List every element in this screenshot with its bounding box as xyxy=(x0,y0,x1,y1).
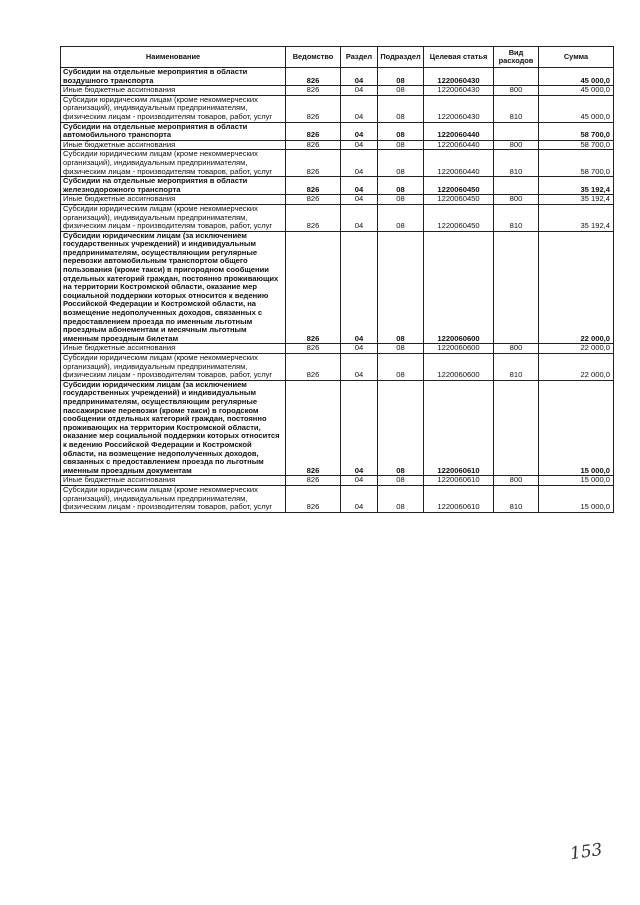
cell-type: 800 xyxy=(494,476,539,486)
cell-subsection: 08 xyxy=(378,140,424,150)
header-type: Вид расходов xyxy=(494,47,539,68)
cell-target: 1220060440 xyxy=(424,122,494,140)
cell-type: 810 xyxy=(494,150,539,177)
cell-target: 1220060440 xyxy=(424,140,494,150)
table-row xyxy=(61,86,614,96)
cell-name: Субсидии юридическим лицам (за исключением государственных учреждений) и индивидуальным предпринимателям, осуществляющим регулярные пассажирские перевозки (кроме такси) в городском сообщении отдельных категорий граждан, постоянно проживающих на территории Костромской области, оказание мер социальной поддержки которых относится к ведению Российской Федерации и Костромской области, на возмещение недополученных доходов, связанных с предоставлением проезда по льготным именным проездным документам xyxy=(61,380,286,476)
cell-target: 1220060430 xyxy=(424,95,494,122)
cell-section: 04 xyxy=(341,122,378,140)
cell-subsection: 08 xyxy=(378,476,424,486)
cell-target: 1220060610 xyxy=(424,476,494,486)
cell-target: 1220060600 xyxy=(424,354,494,381)
cell-type xyxy=(494,380,539,476)
cell-target: 1220060610 xyxy=(424,380,494,476)
cell-target: 1220060450 xyxy=(424,195,494,205)
cell-dept: 826 xyxy=(286,195,341,205)
cell-name: Субсидии юридическим лицам (кроме некоммерческих организаций), индивидуальным предпринимателям, физическим лицам - производителям товаров, работ, услуг xyxy=(61,354,286,381)
cell-name: Субсидии юридическим лицам (кроме некоммерческих организаций), индивидуальным предпринимателям, физическим лицам - производителям товаров, работ, услуг xyxy=(61,150,286,177)
table-row xyxy=(61,68,614,86)
cell-subsection: 08 xyxy=(378,95,424,122)
table-row xyxy=(61,150,614,177)
cell-name: Субсидии юридическим лицам (кроме некоммерческих организаций), индивидуальным предпринимателям, физическим лицам - производителям товаров, работ, услуг xyxy=(61,204,286,231)
table-row xyxy=(61,485,614,512)
header-dept: Ведомство xyxy=(286,47,341,68)
header-amount: Сумма xyxy=(539,47,614,68)
cell-section: 04 xyxy=(341,354,378,381)
cell-dept: 826 xyxy=(286,122,341,140)
cell-section: 04 xyxy=(341,380,378,476)
cell-type: 810 xyxy=(494,485,539,512)
cell-type: 800 xyxy=(494,195,539,205)
header-name: Наименование xyxy=(61,47,286,68)
table-row xyxy=(61,122,614,140)
header-subsection: Подраздел xyxy=(378,47,424,68)
cell-subsection: 08 xyxy=(378,150,424,177)
cell-dept: 826 xyxy=(286,231,341,344)
cell-type: 810 xyxy=(494,204,539,231)
cell-target: 1220060440 xyxy=(424,150,494,177)
cell-section: 04 xyxy=(341,140,378,150)
cell-dept: 826 xyxy=(286,476,341,486)
cell-amount: 35 192,4 xyxy=(539,204,614,231)
cell-section: 04 xyxy=(341,86,378,96)
cell-target: 1220060430 xyxy=(424,86,494,96)
cell-type xyxy=(494,68,539,86)
cell-section: 04 xyxy=(341,177,378,195)
cell-subsection: 08 xyxy=(378,344,424,354)
cell-target: 1220060430 xyxy=(424,68,494,86)
cell-amount: 45 000,0 xyxy=(539,95,614,122)
cell-section: 04 xyxy=(341,204,378,231)
cell-amount: 35 192,4 xyxy=(539,177,614,195)
cell-subsection: 08 xyxy=(378,204,424,231)
cell-type: 800 xyxy=(494,344,539,354)
cell-target: 1220060450 xyxy=(424,204,494,231)
table-row xyxy=(61,204,614,231)
cell-subsection: 08 xyxy=(378,68,424,86)
cell-dept: 826 xyxy=(286,485,341,512)
cell-section: 04 xyxy=(341,485,378,512)
cell-section: 04 xyxy=(341,195,378,205)
cell-subsection: 08 xyxy=(378,380,424,476)
table-row xyxy=(61,231,614,344)
cell-dept: 826 xyxy=(286,95,341,122)
cell-name: Иные бюджетные ассигнования xyxy=(61,195,286,205)
cell-name: Иные бюджетные ассигнования xyxy=(61,476,286,486)
cell-amount: 22 000,0 xyxy=(539,344,614,354)
cell-section: 04 xyxy=(341,68,378,86)
cell-name: Субсидии на отдельные мероприятия в области железнодорожного транспорта xyxy=(61,177,286,195)
cell-dept: 826 xyxy=(286,380,341,476)
table-row xyxy=(61,140,614,150)
cell-type: 800 xyxy=(494,86,539,96)
cell-amount: 15 000,0 xyxy=(539,485,614,512)
cell-name: Субсидии юридическим лицам (кроме некоммерческих организаций), индивидуальным предпринимателям, физическим лицам - производителям товаров, работ, услуг xyxy=(61,95,286,122)
cell-name: Субсидии юридическим лицам (за исключением государственных учреждений) и индивидуальным предпринимателям, осуществляющим регулярные перевозки автомобильным транспортом общего пользования (кроме такси) в пригородном сообщении отдельных категорий граждан, постоянно проживающих на территории Костромской области, оказание мер социальной поддержки которых относится к ведению Российской Федерации и Костромской области, на возмещение недополученных доходов, связанных с предоставлением проезда по именным льготным проездным абонементам и месячным льготным именным проездным билетам xyxy=(61,231,286,344)
cell-amount: 15 000,0 xyxy=(539,476,614,486)
cell-type xyxy=(494,122,539,140)
cell-name: Иные бюджетные ассигнования xyxy=(61,86,286,96)
cell-dept: 826 xyxy=(286,177,341,195)
cell-type xyxy=(494,177,539,195)
cell-amount: 58 700,0 xyxy=(539,140,614,150)
cell-amount: 15 000,0 xyxy=(539,380,614,476)
cell-dept: 826 xyxy=(286,86,341,96)
cell-type: 810 xyxy=(494,354,539,381)
header-row xyxy=(61,47,614,68)
cell-subsection: 08 xyxy=(378,231,424,344)
cell-subsection: 08 xyxy=(378,177,424,195)
table-row xyxy=(61,95,614,122)
table-row xyxy=(61,177,614,195)
cell-subsection: 08 xyxy=(378,195,424,205)
cell-type: 800 xyxy=(494,140,539,150)
cell-name: Субсидии на отдельные мероприятия в области воздушного транспорта xyxy=(61,68,286,86)
cell-subsection: 08 xyxy=(378,122,424,140)
cell-amount: 58 700,0 xyxy=(539,150,614,177)
cell-section: 04 xyxy=(341,231,378,344)
cell-dept: 826 xyxy=(286,150,341,177)
cell-section: 04 xyxy=(341,95,378,122)
cell-section: 04 xyxy=(341,344,378,354)
header-target: Целевая статья xyxy=(424,47,494,68)
cell-subsection: 08 xyxy=(378,86,424,96)
cell-dept: 826 xyxy=(286,204,341,231)
cell-amount: 35 192,4 xyxy=(539,195,614,205)
page-number: 153 xyxy=(568,839,604,865)
cell-section: 04 xyxy=(341,476,378,486)
cell-dept: 826 xyxy=(286,68,341,86)
cell-type: 810 xyxy=(494,95,539,122)
header-section: Раздел xyxy=(341,47,378,68)
cell-target: 1220060600 xyxy=(424,344,494,354)
cell-name: Иные бюджетные ассигнования xyxy=(61,140,286,150)
table-row xyxy=(61,195,614,205)
cell-dept: 826 xyxy=(286,344,341,354)
table-body xyxy=(61,68,614,513)
budget-table xyxy=(60,46,614,513)
cell-section: 04 xyxy=(341,150,378,177)
cell-target: 1220060610 xyxy=(424,485,494,512)
cell-amount: 58 700,0 xyxy=(539,122,614,140)
table-row xyxy=(61,354,614,381)
cell-dept: 826 xyxy=(286,140,341,150)
cell-amount: 22 000,0 xyxy=(539,354,614,381)
table-row xyxy=(61,380,614,476)
cell-amount: 45 000,0 xyxy=(539,86,614,96)
cell-name: Иные бюджетные ассигнования xyxy=(61,344,286,354)
cell-target: 1220060600 xyxy=(424,231,494,344)
cell-dept: 826 xyxy=(286,354,341,381)
cell-amount: 22 000,0 xyxy=(539,231,614,344)
table-row xyxy=(61,476,614,486)
budget-sheet xyxy=(60,46,613,513)
cell-name: Субсидии юридическим лицам (кроме некоммерческих организаций), индивидуальным предпринимателям, физическим лицам - производителям товаров, работ, услуг xyxy=(61,485,286,512)
cell-name: Субсидии на отдельные мероприятия в области автомобильного транспорта xyxy=(61,122,286,140)
cell-subsection: 08 xyxy=(378,354,424,381)
table-row xyxy=(61,344,614,354)
cell-target: 1220060450 xyxy=(424,177,494,195)
cell-type xyxy=(494,231,539,344)
cell-amount: 45 000,0 xyxy=(539,68,614,86)
cell-subsection: 08 xyxy=(378,485,424,512)
